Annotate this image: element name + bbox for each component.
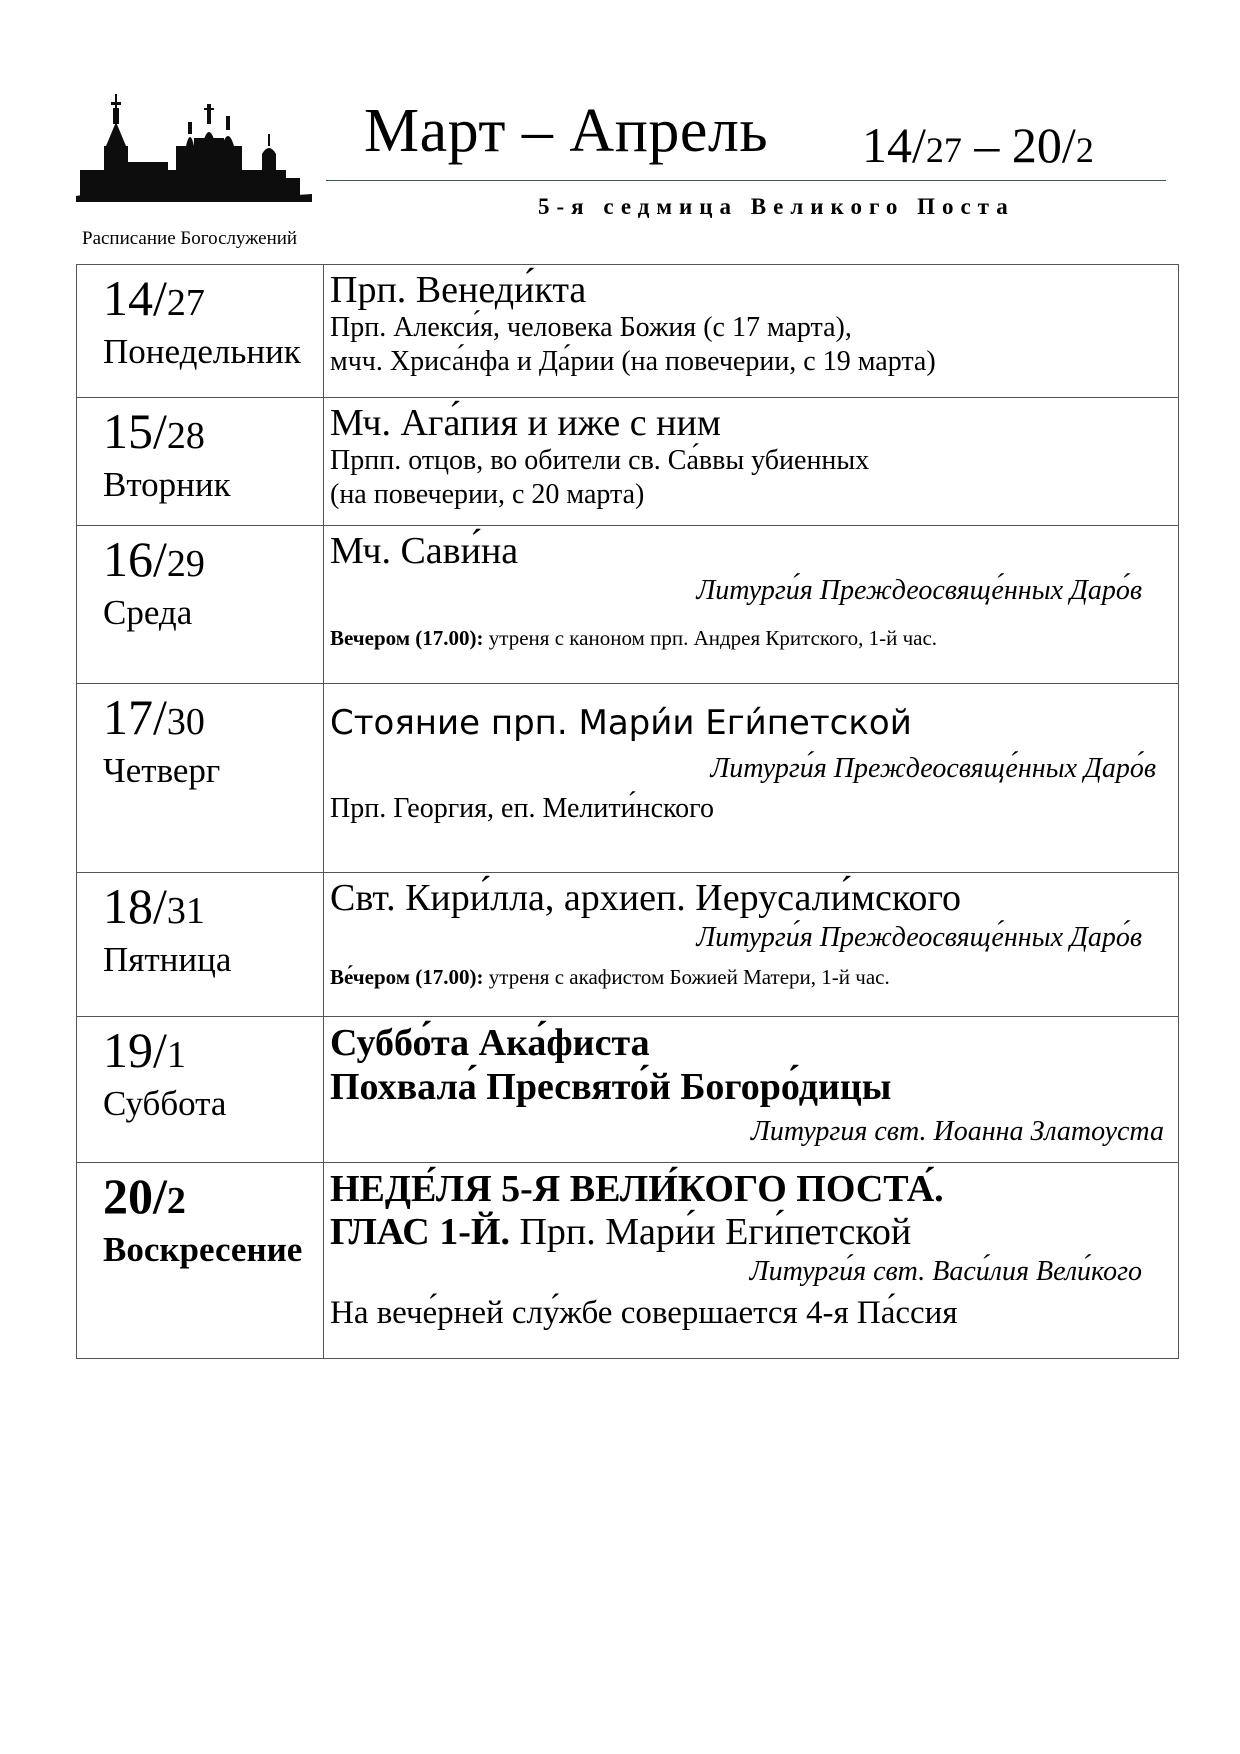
date-range-end: – 20/ [961,117,1076,173]
weekday-name: Понедельник [103,332,301,371]
saint-main: Стояние прп. Мари́и Еги́петской [330,703,912,743]
day-number: 14/27 [103,270,205,326]
weekday-name: Воскресение [103,1230,303,1269]
service-cell [324,526,1179,684]
feast-title: НЕДЕ́ЛЯ 5-Я ВЕЛИ́КОГО ПОСТА́. [330,1168,944,1210]
schedule-caption: Расписание Богослужений [82,228,298,249]
date-cell [77,398,324,526]
date-cell [77,526,324,684]
saint-main: Мч. Ага́пия и иже с ним [330,402,721,444]
weekday-name: Четверг [103,751,221,790]
day-number: 17/30 [103,689,205,745]
liturgy-line: Литурги́я Преждеосвяще́нных Даро́в [710,753,1156,784]
service-cell [324,1017,1179,1163]
day-number: 20/2 [103,1168,186,1224]
feast-title: Суббо́та Ака́фиста [330,1022,650,1064]
day-number: 15/28 [103,403,205,459]
week-title: 5-я седмица Великого Поста [538,194,1015,219]
saint-main: Прп. Венеди́кта [330,269,587,311]
feast-subtitle: ГЛАС 1-Й. Прп. Мари́и Еги́петской [330,1211,912,1253]
liturgy-line: Литурги́я Преждеосвяще́нных Даро́в [696,575,1142,606]
saint-sub: Прп. Георгия, еп. Мелити́нского [330,793,714,824]
header-divider [326,180,1166,181]
service-cell [324,1163,1179,1359]
feast-title: Похвала́ Пресвято́й Богоро́дицы [330,1066,892,1108]
weekday-name: Суббота [103,1084,227,1123]
date-cell [77,873,324,1017]
church-silhouette-logo [76,88,312,212]
liturgy-line: Литурги́я свт. Васи́лия Вели́кого [749,1256,1142,1287]
date-range-end-new: 2 [1075,130,1094,170]
table-row [77,1017,1179,1163]
service-cell [324,873,1179,1017]
service-cell [324,684,1179,873]
service-cell [324,265,1179,398]
evening-note: Вечером (17.00): утреня с каноном прп. Андрея Критского, 1-й час. [330,626,938,650]
table-row [77,684,1179,873]
saint-sub: Прпп. отцов, во обители св. Са́ввы убиенных [330,445,870,476]
schedule-table [76,264,1179,1359]
table-row [77,1163,1179,1359]
service-cell [324,398,1179,526]
saint-sub: Прп. Алекси́я, человека Божия (с 17 марта), [330,312,852,343]
saint-main: Мч. Сави́на [330,530,519,572]
day-number: 18/31 [103,878,205,934]
saint-main: Свт. Кири́лла, архиеп. Иерусали́мского [330,877,962,919]
table-row [77,265,1179,398]
liturgy-line: Литургия свт. Иоанна Златоуста [750,1116,1164,1147]
day-number: 16/29 [103,531,205,587]
date-cell [77,1017,324,1163]
evening-note: Ве́чером (17.00): утреня с акафистом Божией Матери, 1-й час. [330,965,890,989]
date-range-start-new: 27 [925,130,962,170]
table-row [77,526,1179,684]
table-row [77,398,1179,526]
saint-sub: (на повечерии, с 20 марта) [330,479,645,510]
church-icon [76,88,312,212]
weekday-name: Среда [103,593,193,632]
date-range [862,117,1094,173]
date-cell [77,265,324,398]
page-title: Март – Апрель [364,97,769,165]
evening-note: На вече́рней слу́жбе совершается 4-я Па́ссия [330,1295,958,1331]
weekday-name: Вторник [103,465,231,504]
date-range-start: 14/ [862,117,926,173]
date-cell [77,684,324,873]
table-row [77,873,1179,1017]
saint-sub: мчч. Хриса́нфа и Да́рии (на повечерии, с 19 марта) [330,346,936,377]
day-number: 19/1 [103,1022,186,1078]
liturgy-line: Литурги́я Преждеосвяще́нных Даро́в [696,922,1142,953]
date-cell [77,1163,324,1359]
weekday-name: Пятница [103,940,232,979]
